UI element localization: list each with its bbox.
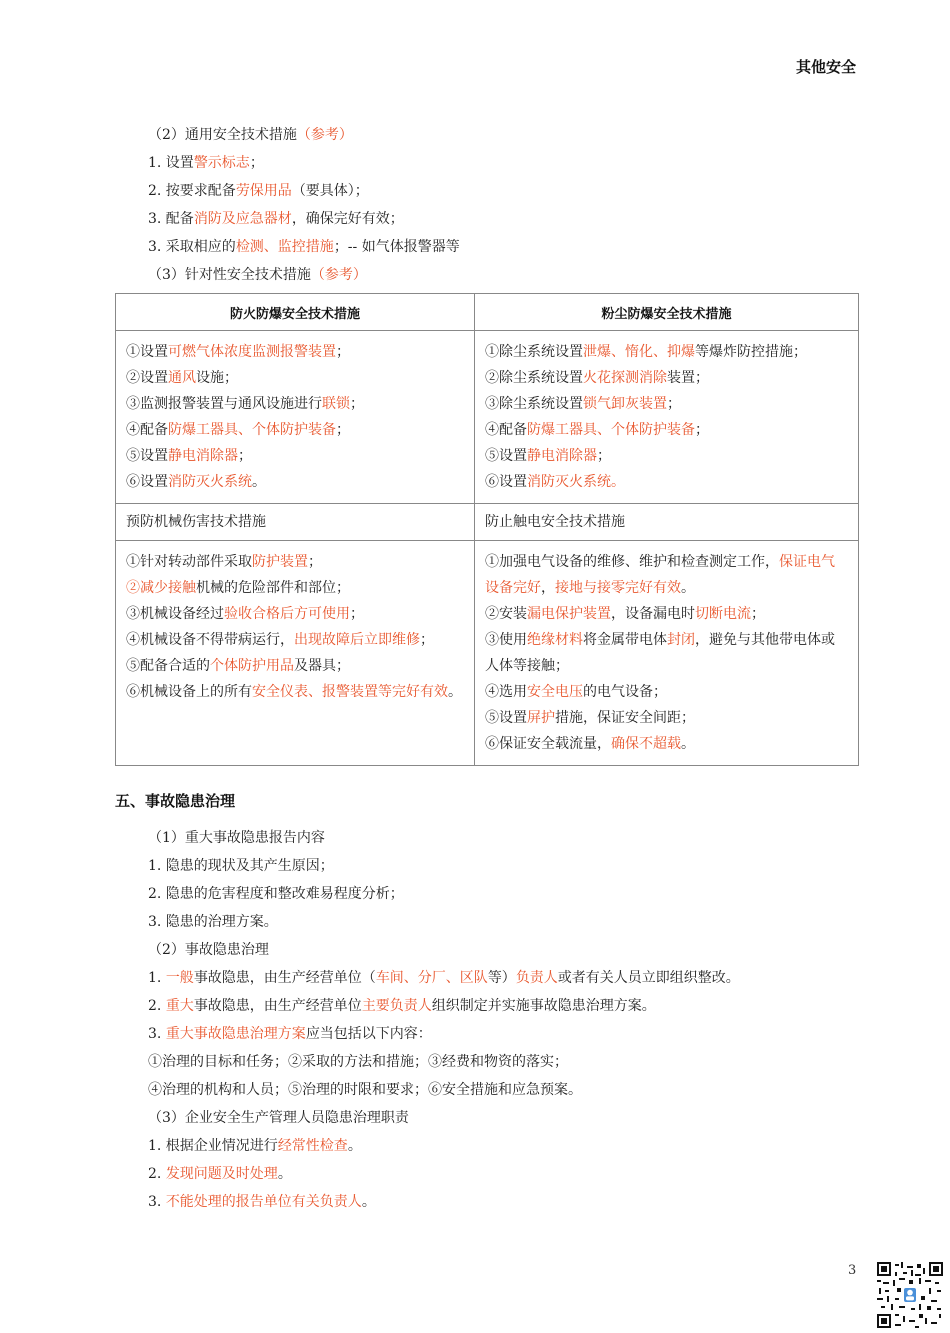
item-highlight: 一般 xyxy=(165,970,194,986)
cell-highlight: 屏护 xyxy=(527,710,555,726)
list-item: 3. 隐患的治理方案。 xyxy=(148,914,278,930)
cell-text: 将金属带电体 xyxy=(583,632,667,648)
general-item xyxy=(148,205,868,233)
list-item xyxy=(148,1020,868,1048)
cell-text: ①加强电气设备的维修、维护和检查测定工作， xyxy=(485,554,779,570)
section-title: 五、事故隐患治理 xyxy=(115,792,236,810)
item-highlight: 车间、分厂、区队 xyxy=(375,970,488,986)
list-item xyxy=(485,391,848,417)
general-title xyxy=(148,121,868,149)
item-text: 1. 根据企业情况进行 xyxy=(148,1138,278,1154)
cell-text: 装置； xyxy=(667,370,709,386)
item-text: 2. xyxy=(148,1166,166,1182)
cell-highlight: 出现故障后立即维修 xyxy=(294,632,420,648)
cell-text: ①设置 xyxy=(126,344,168,360)
mech-subheader: 预防机械伤害技术措施 xyxy=(116,504,475,541)
list-item xyxy=(126,417,464,443)
list-item xyxy=(126,627,464,653)
item-text: 1. xyxy=(148,970,166,986)
table-row xyxy=(116,541,859,766)
cell-text: ⑤设置 xyxy=(485,710,527,726)
item-text: 事故隐患，由生产经营单位 xyxy=(193,998,362,1014)
list-item xyxy=(485,339,848,365)
cell-highlight: 锁气卸灰装置 xyxy=(583,396,667,412)
list-item xyxy=(126,339,464,365)
item-text: （要具体）； xyxy=(291,183,369,199)
list-item: 1. 隐患的现状及其产生原因； xyxy=(148,858,334,874)
general-item xyxy=(148,177,868,205)
measures-table xyxy=(115,293,858,766)
page-number: 3 xyxy=(848,1263,857,1278)
list-item xyxy=(485,443,848,469)
cell-text: ； xyxy=(751,606,765,622)
item-text: 。 xyxy=(347,1138,362,1154)
cell-text: 的电气设备； xyxy=(583,684,667,700)
cell-text: ，设备漏电时 xyxy=(611,606,695,622)
cell-text: ④选用 xyxy=(485,684,527,700)
list-item xyxy=(485,417,848,443)
cell-text: ； xyxy=(350,396,364,412)
fire-header: 防火防爆安全技术措施 xyxy=(116,294,475,331)
list-item: ④治理的机构和人员；⑤治理的时限和要求；⑥安全措施和应急预案。 xyxy=(148,1082,582,1098)
cell-text: ③除尘系统设置 xyxy=(485,396,583,412)
cell-text: ⑤配备合适的 xyxy=(126,658,210,674)
section5-body xyxy=(148,824,868,1216)
cell-highlight: 消防灭火系统 xyxy=(168,474,252,490)
list-item xyxy=(126,601,464,627)
list-item xyxy=(148,1188,868,1216)
list-item xyxy=(485,365,848,391)
cell-text: 。 xyxy=(252,474,266,490)
cell-highlight: 接地与接零完好有效 xyxy=(555,580,681,596)
cell-text: ； xyxy=(667,396,681,412)
cell-text: ⑥机械设备上的所有 xyxy=(126,684,252,700)
header-title: 其他安全 xyxy=(795,58,856,76)
cell-text: ； xyxy=(350,606,364,622)
item-text: ，确保完好有效； xyxy=(291,211,404,227)
cell-highlight: 个体防护用品 xyxy=(210,658,294,674)
cell-text: ④机械设备不得带病运行， xyxy=(126,632,294,648)
item-text: 2. xyxy=(148,998,166,1014)
list-item: ①治理的目标和任务；②采取的方法和措施；③经费和物资的落实； xyxy=(148,1054,568,1070)
cell-text: ①除尘系统设置 xyxy=(485,344,583,360)
cell-text: 。 xyxy=(681,580,695,596)
cell-highlight: 安全电压 xyxy=(527,684,583,700)
cell-text: 。 xyxy=(681,736,695,752)
qr-code-icon xyxy=(877,1262,943,1328)
list-item xyxy=(485,549,848,601)
targeted-title xyxy=(148,261,868,289)
cell-text: ③使用 xyxy=(485,632,527,648)
dust-cell xyxy=(475,331,859,504)
cell-text: ； xyxy=(308,554,322,570)
list-item xyxy=(148,1132,868,1160)
cell-text: ⑤设置 xyxy=(126,448,168,464)
item-highlight: 警示标志 xyxy=(193,155,250,171)
cell-text: ； xyxy=(336,344,350,360)
elec-cell xyxy=(475,541,859,766)
list-item: 2. 隐患的危害程度和整改难易程度分析； xyxy=(148,886,404,902)
cell-highlight: 确保不超载 xyxy=(611,736,681,752)
cell-text: ②除尘系统设置 xyxy=(485,370,583,386)
item-text: 3. 配备 xyxy=(148,211,194,227)
list-item xyxy=(485,469,848,495)
item-highlight: 重大事故隐患治理方案 xyxy=(165,1026,306,1042)
cell-highlight: ②减少接触 xyxy=(126,580,196,596)
targeted-title-ref: （参考） xyxy=(310,267,367,283)
cell-highlight: 可燃气体浓度监测报警装置 xyxy=(168,344,336,360)
item-text: 事故隐患，由生产经营单位（ xyxy=(193,970,376,986)
cell-text: ； xyxy=(695,422,709,438)
list-item xyxy=(148,1160,868,1188)
cell-text: ②设置 xyxy=(126,370,168,386)
general-measures xyxy=(148,121,868,289)
cell-highlight: 封闭 xyxy=(667,632,695,648)
list-item xyxy=(126,391,464,417)
list-item xyxy=(126,653,464,679)
list-item xyxy=(126,549,464,575)
item-text: 应当包括以下内容： xyxy=(305,1026,432,1042)
item-highlight: 消防及应急器材 xyxy=(193,211,292,227)
item-highlight: 检测、监控措施 xyxy=(235,239,334,255)
list-item xyxy=(126,365,464,391)
list-item xyxy=(148,964,868,992)
list-item xyxy=(126,443,464,469)
cell-highlight: 防爆工器具、个体防护装备 xyxy=(527,422,695,438)
item-text: 2. 按要求配备 xyxy=(148,183,236,199)
fire-cell xyxy=(116,331,475,504)
cell-highlight: 验收合格后方可使用 xyxy=(224,606,350,622)
list-item xyxy=(485,627,848,679)
general-item xyxy=(148,233,868,261)
cell-highlight: 保证电气设备完好 xyxy=(485,554,835,596)
cell-text: ①针对转动部件采取 xyxy=(126,554,252,570)
cell-text: ⑥保证安全载流量， xyxy=(485,736,611,752)
item-text: 3. xyxy=(148,1026,166,1042)
item-text: 等） xyxy=(487,970,516,986)
subsection-title: （1）重大事故隐患报告内容 xyxy=(148,830,325,846)
list-item xyxy=(126,679,464,705)
cell-text: 机械的危险部件和部位； xyxy=(196,580,350,596)
item-highlight: 经常性检查 xyxy=(277,1138,348,1154)
cell-text: ； xyxy=(238,448,252,464)
cell-highlight: 火花探测消除 xyxy=(583,370,667,386)
list-item xyxy=(485,601,848,627)
cell-text: ④配备 xyxy=(126,422,168,438)
list-item xyxy=(485,705,848,731)
cell-text: 。 xyxy=(448,684,462,700)
table-subheader-row xyxy=(116,504,859,541)
item-text: 3. 采取相应的 xyxy=(148,239,236,255)
elec-subheader: 防止触电安全技术措施 xyxy=(475,504,859,541)
list-item xyxy=(126,469,464,495)
cell-text: ； xyxy=(420,632,434,648)
cell-text: ②安装 xyxy=(485,606,527,622)
item-text: ；-- 如气体报警器等 xyxy=(333,239,460,255)
cell-highlight: 泄爆、惰化、抑爆 xyxy=(583,344,695,360)
item-highlight: 劳保用品 xyxy=(235,183,292,199)
cell-text: ， xyxy=(541,580,555,596)
cell-highlight: 防爆工器具、个体防护装备 xyxy=(168,422,336,438)
table-header-row xyxy=(116,294,859,331)
cell-text: ④配备 xyxy=(485,422,527,438)
general-title-ref: （参考） xyxy=(296,127,353,143)
general-item xyxy=(148,149,868,177)
item-highlight: 主要负责人 xyxy=(361,998,432,1014)
cell-highlight: 切断电流 xyxy=(695,606,751,622)
cell-text: 及器具； xyxy=(294,658,350,674)
item-highlight: 不能处理的报告单位有关负责人 xyxy=(165,1194,362,1210)
targeted-title-text: （3）针对性安全技术措施 xyxy=(148,267,311,283)
dust-header: 粉尘防爆安全技术措施 xyxy=(475,294,859,331)
item-text: ； xyxy=(249,155,264,171)
item-text: 3. xyxy=(148,1194,166,1210)
item-highlight: 负责人 xyxy=(515,970,558,986)
cell-text: 设施； xyxy=(196,370,238,386)
cell-highlight: 静电消除器 xyxy=(168,448,238,464)
cell-highlight: 安全仪表、报警装置等完好有效 xyxy=(252,684,448,700)
item-text: 。 xyxy=(361,1194,376,1210)
table-row xyxy=(116,331,859,504)
list-item xyxy=(126,575,464,601)
cell-highlight: 消防灭火系统。 xyxy=(527,474,625,490)
mech-cell xyxy=(116,541,475,766)
item-text: 或者有关人员立即组织整改。 xyxy=(557,970,740,986)
item-text: 1. 设置 xyxy=(148,155,194,171)
cell-text: ③监测报警装置与通风设施进行 xyxy=(126,396,322,412)
cell-text: ③机械设备经过 xyxy=(126,606,224,622)
cell-highlight: 绝缘材料 xyxy=(527,632,583,648)
subsection-title: （3）企业安全生产管理人员隐患治理职责 xyxy=(148,1110,409,1126)
cell-text: 措施，保证安全间距； xyxy=(555,710,695,726)
item-highlight: 重大 xyxy=(165,998,194,1014)
item-text: 。 xyxy=(277,1166,292,1182)
list-item xyxy=(485,731,848,757)
cell-highlight: 通风 xyxy=(168,370,196,386)
cell-highlight: 联锁 xyxy=(322,396,350,412)
cell-text: ，避免与其他带电体或人体等接触； xyxy=(485,632,835,674)
cell-highlight: 漏电保护装置 xyxy=(527,606,611,622)
cell-text: ； xyxy=(336,422,350,438)
cell-highlight: 防护装置 xyxy=(252,554,308,570)
cell-text: ； xyxy=(597,448,611,464)
list-item xyxy=(148,992,868,1020)
subsection-title: （2）事故隐患治理 xyxy=(148,942,269,958)
cell-text: ⑥设置 xyxy=(126,474,168,490)
cell-text: ⑤设置 xyxy=(485,448,527,464)
cell-text: ⑥设置 xyxy=(485,474,527,490)
general-title-text: （2）通用安全技术措施 xyxy=(148,127,297,143)
cell-highlight: 静电消除器 xyxy=(527,448,597,464)
cell-text: 等爆炸防控措施； xyxy=(695,344,807,360)
item-text: 组织制定并实施事故隐患治理方案。 xyxy=(431,998,656,1014)
list-item xyxy=(485,679,848,705)
item-highlight: 发现问题及时处理 xyxy=(165,1166,278,1182)
